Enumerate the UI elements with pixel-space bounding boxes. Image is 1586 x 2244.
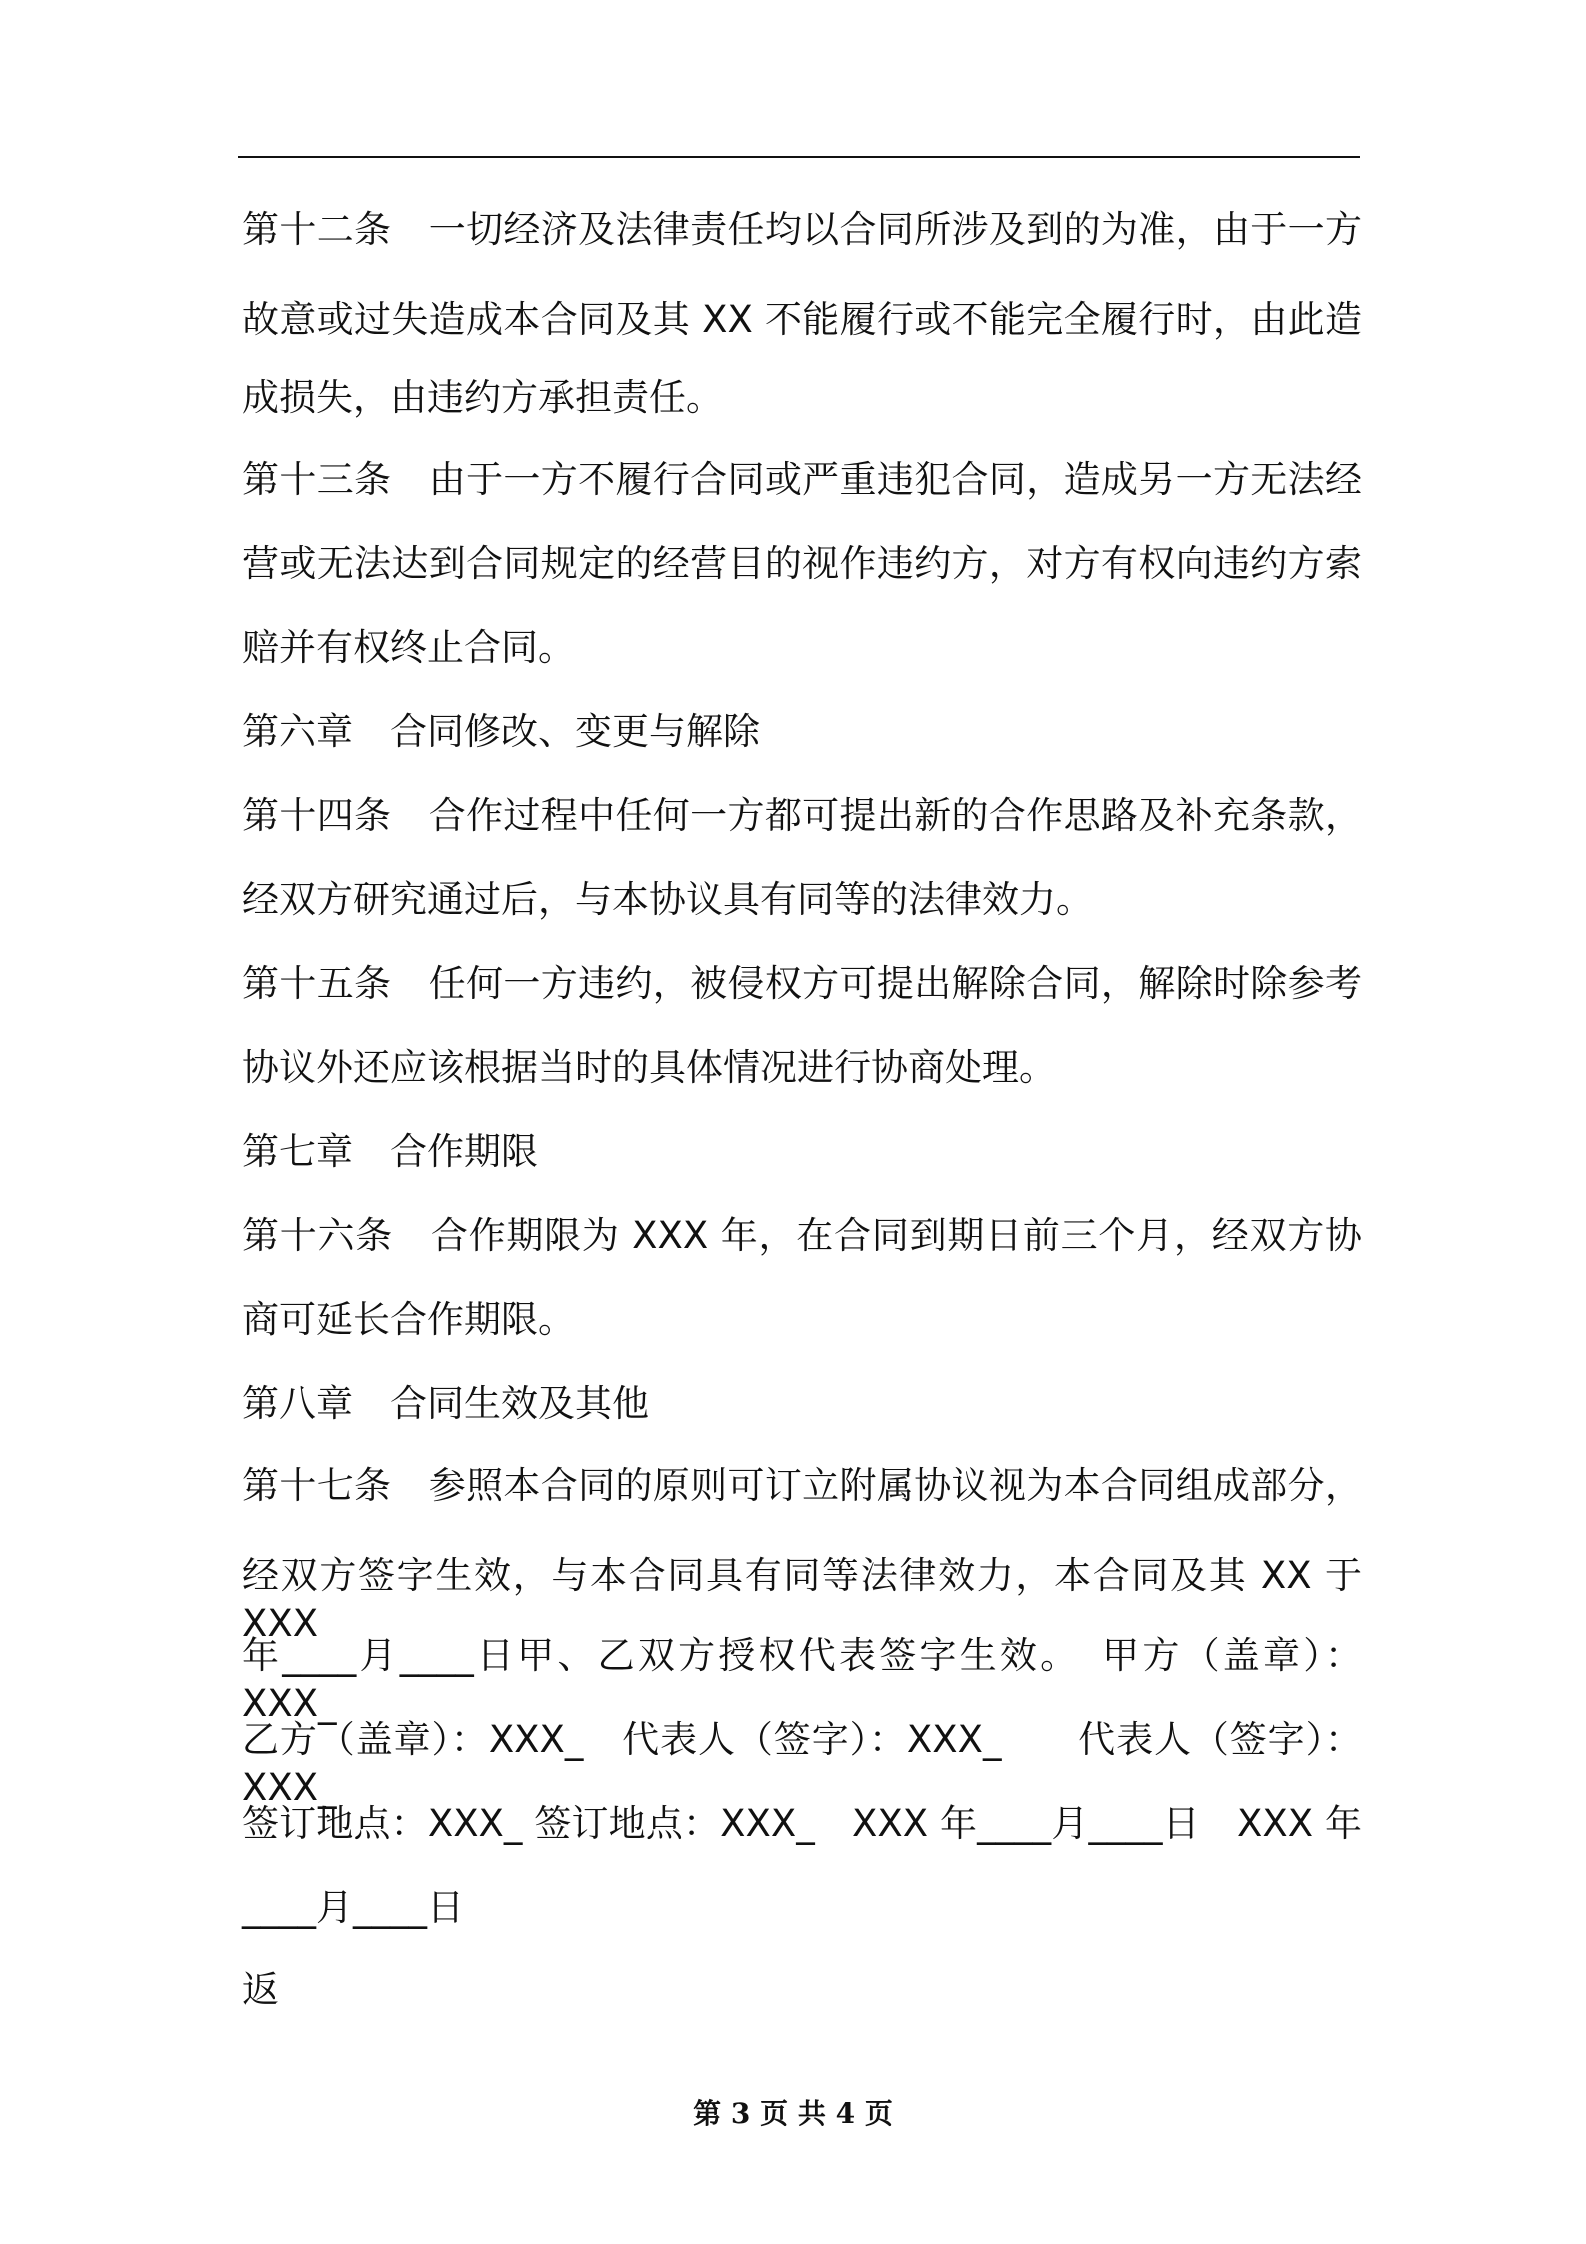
text-line: ____月____日 — [242, 1886, 464, 1929]
text-line: 经双方研究通过后，与本协议具有同等的法律效力。 — [242, 878, 1093, 921]
text-line: 签订地点：XXX_ 签订地点：XXX_ XXX 年____月____日 XXX 年 — [242, 1802, 1362, 1845]
text-line: 第十七条 参照本合同的原则可订立附属协议视为本合同组成部分， — [242, 1464, 1362, 1507]
text-line: 第十四条 合作过程中任何一方都可提出新的合作思路及补充条款， — [242, 794, 1362, 837]
chapter-heading: 第八章 合同生效及其他 — [242, 1382, 649, 1425]
text-line: 故意或过失造成本合同及其 XX 不能履行或不能完全履行时，由此造 — [242, 298, 1362, 341]
chapter-heading: 第七章 合作期限 — [242, 1130, 538, 1173]
text-line: 乙方（盖章）：XXX_ 代表人（签字）：XXX_ 代表人（签字）：XXX_ — [242, 1718, 1362, 1809]
page-number-footer: 第 3 页 共 4 页 — [693, 2097, 893, 2130]
text-line: 协议外还应该根据当时的具体情况进行协商处理。 — [242, 1046, 1056, 1089]
text-line: 商可延长合作期限。 — [242, 1298, 575, 1341]
text-line: 第十三条 由于一方不履行合同或严重违犯合同，造成另一方无法经 — [242, 458, 1362, 501]
header-rule — [238, 156, 1360, 158]
text-line: 第十二条 一切经济及法律责任均以合同所涉及到的为准，由于一方 — [242, 208, 1362, 251]
chapter-heading: 第六章 合同修改、变更与解除 — [242, 710, 760, 753]
text-line: 年____月____日甲、乙双方授权代表签字生效。 甲方（盖章）：XXX_ — [242, 1634, 1362, 1725]
text-line: 第十六条 合作期限为 XXX 年，在合同到期日前三个月，经双方协 — [242, 1214, 1362, 1257]
text-line: 经双方签字生效，与本合同具有同等法律效力，本合同及其 XX 于 XXX — [242, 1554, 1362, 1645]
text-line: 第十五条 任何一方违约，被侵权方可提出解除合同，解除时除参考 — [242, 962, 1362, 1005]
text-line: 营或无法达到合同规定的经营目的视作违约方，对方有权向违约方索 — [242, 542, 1362, 585]
text-line: 返 — [242, 1968, 279, 2011]
text-line: 赔并有权终止合同。 — [242, 626, 575, 669]
text-line: 成损失，由违约方承担责任。 — [242, 376, 723, 419]
